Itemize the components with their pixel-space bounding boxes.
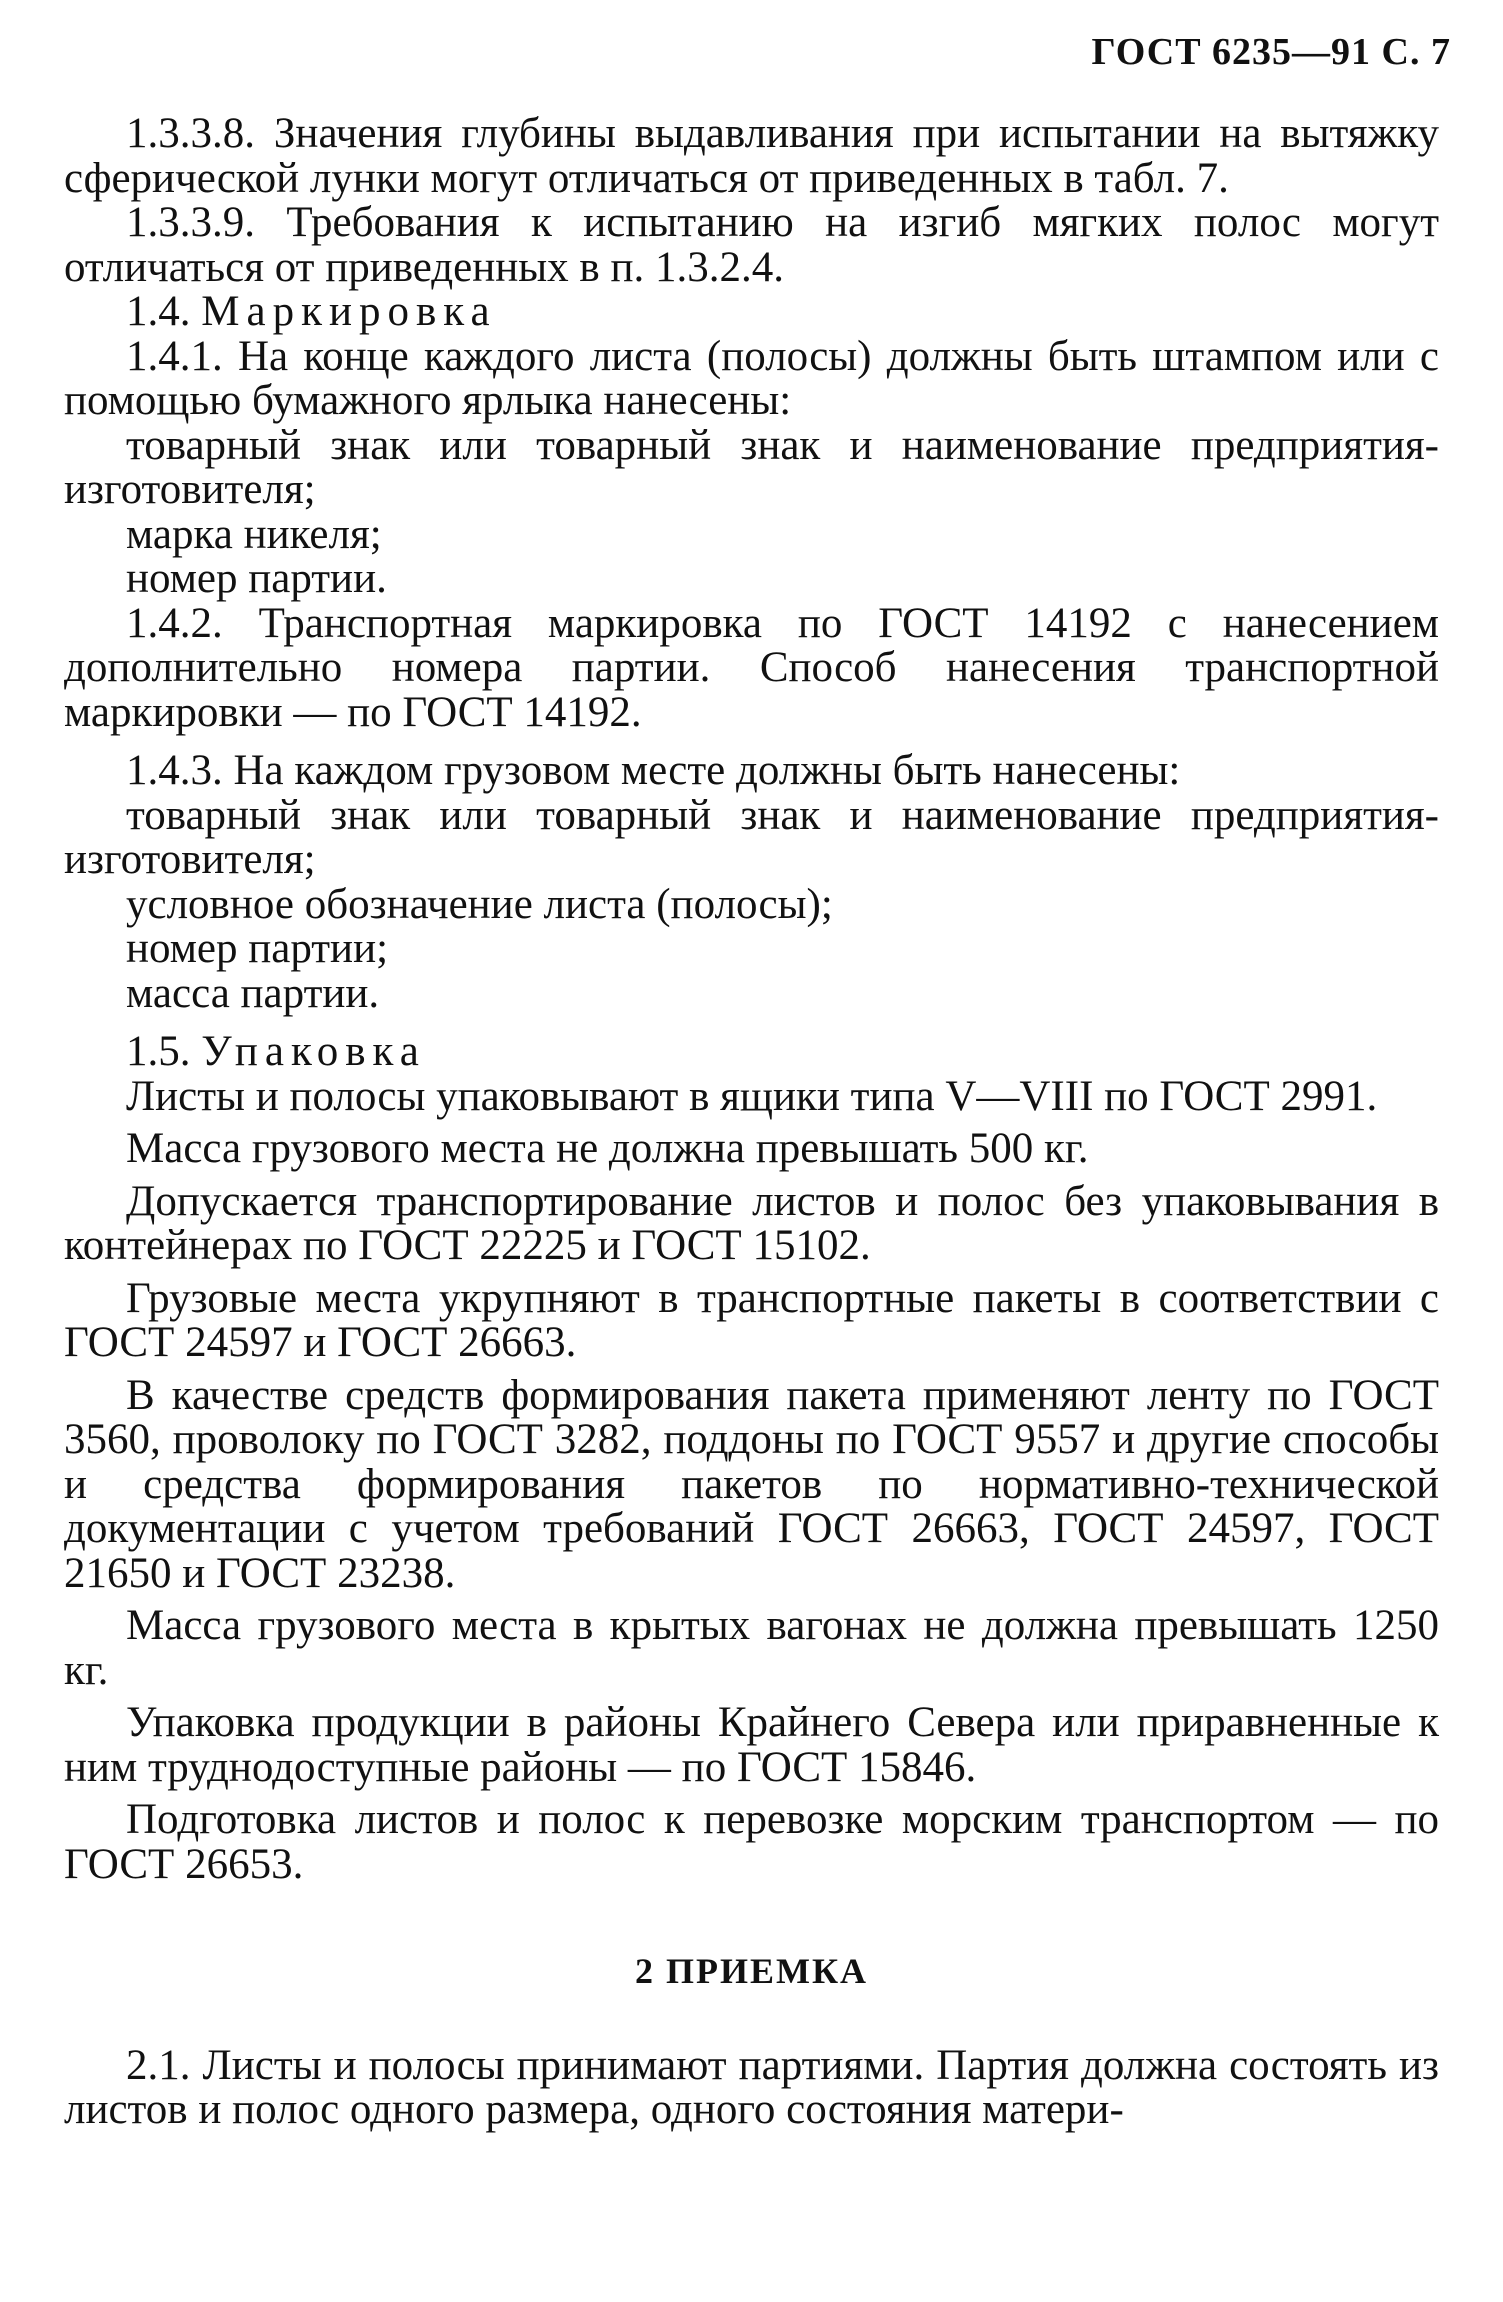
paragraph: Масса грузового места в крытых вагонах не должна превышать 1250 кг.	[64, 1602, 1439, 1694]
section-title: 2 ПРИЕМКА	[634, 1951, 869, 1991]
paragraph: В качестве средств формирования пакета применяют ленту по ГОСТ 3560, проволоку по ГОСТ 3282, поддоны по ГОСТ 9557 и другие способы и средства формирования пакетов по нормативно-технической документации с учетом требований ГОСТ 26663, ГОСТ 24597, ГОСТ 21650 и ГОСТ 23238.	[64, 1371, 1439, 1597]
clause-1-4-2: 1.4.2. Транспортная маркировка по ГОСТ 14192 с нанесением дополнительно номера партии. Способ нанесения транспортной маркировки — по ГОСТ 14192.	[64, 599, 1439, 736]
clause-1-4-1: 1.4.1. На конце каждого листа (полосы) должны быть штампом или с помощью бумажного ярлыка нанесены:	[64, 332, 1439, 424]
paragraph: Масса грузового места не должна превышать 500 кг.	[126, 1125, 1089, 1172]
clause-1-4-heading	[64, 290, 1439, 335]
list-item: номер партии.	[126, 555, 387, 602]
paragraph: Подготовка листов и полос к перевозке морским транспортом — по ГОСТ 26653.	[64, 1796, 1439, 1888]
list-item: номер партии;	[126, 925, 389, 972]
page-header: ГОСТ 6235—91 С. 7	[1091, 31, 1451, 73]
paragraph: Листы и полосы упаковывают в ящики типа V—VIII по ГОСТ 2991.	[126, 1072, 1378, 1120]
paragraph: Грузовые места укрупняют в транспортные пакеты в соответствии с ГОСТ 24597 и ГОСТ 26663.	[64, 1274, 1439, 1366]
clause-1-4-3: 1.4.3. На каждом грузовом месте должны быть нанесены:	[126, 747, 1181, 794]
clause-1-3-3-8: 1.3.3.8. Значения глубины выдавливания при испытании на вытяжку сферической лунки могут отличаться от приведенных в табл. 7.	[64, 110, 1439, 202]
list-item: марка никеля;	[126, 510, 382, 558]
list-item: товарный знак или товарный знак и наименование предприятия-изготовителя;	[64, 421, 1439, 513]
clause-1-3-3-9: 1.3.3.9. Требования к испытанию на изгиб мягких полос могут отличаться от приведенных в п. 1.3.2.4.	[64, 199, 1439, 291]
paragraph: Допускается транспортирование листов и полос без упаковывания в контейнерах по ГОСТ 22225 и ГОСТ 15102.	[64, 1177, 1439, 1269]
clause-number: 1.4.	[126, 288, 191, 335]
clause-1-5-heading	[64, 1030, 1439, 1075]
clause-2-1: 2.1. Листы и полосы принимают партиями. Партия должна состоять из листов и полос одного размера, одного состояния матери-	[64, 2041, 1439, 2133]
subsection-title: Маркировка	[201, 288, 497, 335]
paragraph: Упаковка продукции в районы Крайнего Севера или приравненные к ним труднодоступные районы — по ГОСТ 15846.	[64, 1699, 1439, 1791]
list-item: условное обозначение листа (полосы);	[126, 880, 833, 928]
subsection-title: Упаковка	[201, 1028, 426, 1075]
list-item: масса партии.	[126, 969, 380, 1017]
clause-number: 1.5.	[126, 1028, 191, 1075]
list-item: товарный знак или товарный знак и наименование предприятия-изготовителя;	[64, 791, 1439, 883]
document-body	[64, 112, 1439, 2133]
